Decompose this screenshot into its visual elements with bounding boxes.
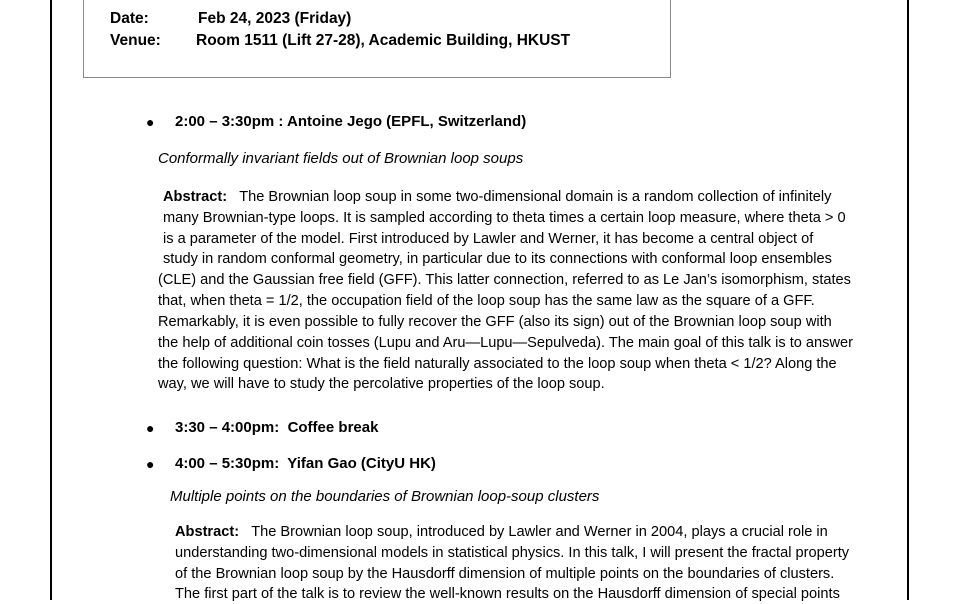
talk-title: Conformally invariant fields out of Brownian loop soups <box>158 150 524 167</box>
schedule-item-2 <box>175 419 378 436</box>
date-label: Date: <box>110 10 149 27</box>
bullet-icon: ● <box>146 420 155 436</box>
schedule-item-1 <box>175 113 526 130</box>
abstract-line: is a parameter of the model. First introduced by Lawler and Werner, it has become a central object of <box>163 231 814 247</box>
abstract-line: many Brownian-type loops. It is sampled according to theta times a certain loop measure, where theta > 0 <box>163 210 846 226</box>
venue-value: Room 1511 (Lift 27-28), Academic Building, HKUST <box>196 32 571 49</box>
abstract-line: way, we will have to study the percolative properties of the loop soup. <box>158 376 605 392</box>
page-border-left <box>50 0 52 600</box>
time-slot: 3:30 – 4:00pm: <box>175 419 280 436</box>
abstract-line: Abstract: The Brownian loop soup in some two-dimensional domain is a random collection of infinitely <box>163 189 832 205</box>
speaker: Coffee break <box>287 419 379 436</box>
schedule-item-3 <box>175 455 436 472</box>
abstract-line: that, when theta = 1/2, the occupation field of the loop soup has the same law as the square of a GFF. <box>158 293 815 309</box>
bullet-icon: ● <box>146 114 155 130</box>
time-slot: 2:00 – 3:30pm : <box>175 113 284 130</box>
abstract-line: Remarkably, it is even possible to fully recover the GFF (also its sign) out of the Brownian loop soup with <box>158 314 832 330</box>
abstract-line: study in random conformal geometry, in particular due to its connections with conformal loop ensembles <box>163 251 832 267</box>
abstract-label: Abstract: <box>175 524 240 540</box>
speaker: Yifan Gao (CityU HK) <box>287 455 436 472</box>
date-value: Feb 24, 2023 (Friday) <box>198 10 352 27</box>
abstract-line: the following question: What is the field naturally associated to the loop soup when theta < 1/2? Along the <box>158 356 837 372</box>
bullet-icon: ● <box>146 456 155 472</box>
abstract-line: of the Brownian loop soup by the Hausdorff dimension of multiple points on the boundaries of clusters. <box>175 566 835 582</box>
abstract-label: Abstract: <box>163 189 228 205</box>
abstract-line: understanding two-dimensional models in statistical physics. In this talk, I will present the fractal property <box>175 545 850 561</box>
speaker: Antoine Jego (EPFL, Switzerland) <box>287 113 527 130</box>
abstract-line: (CLE) and the Gaussian free field (GFF). This latter connection, referred to as Le Jan’s isomorphism, states <box>158 272 851 288</box>
abstract-line: The first part of the talk is to review the well-known results on the Hausdorff dimension of special points <box>175 586 840 602</box>
time-slot: 4:00 – 5:30pm: <box>175 455 280 472</box>
abstract-line: the help of additional coin tosses (Lupu and Aru—Lupu—Sepulveda). The main goal of this talk is to answer <box>158 335 853 351</box>
venue-label: Venue: <box>110 32 161 49</box>
abstract-line: Abstract: The Brownian loop soup, introduced by Lawler and Werner in 2004, plays a crucial role in <box>175 524 828 540</box>
page-border-right <box>907 0 909 600</box>
talk-title: Multiple points on the boundaries of Brownian loop-soup clusters <box>170 488 600 505</box>
